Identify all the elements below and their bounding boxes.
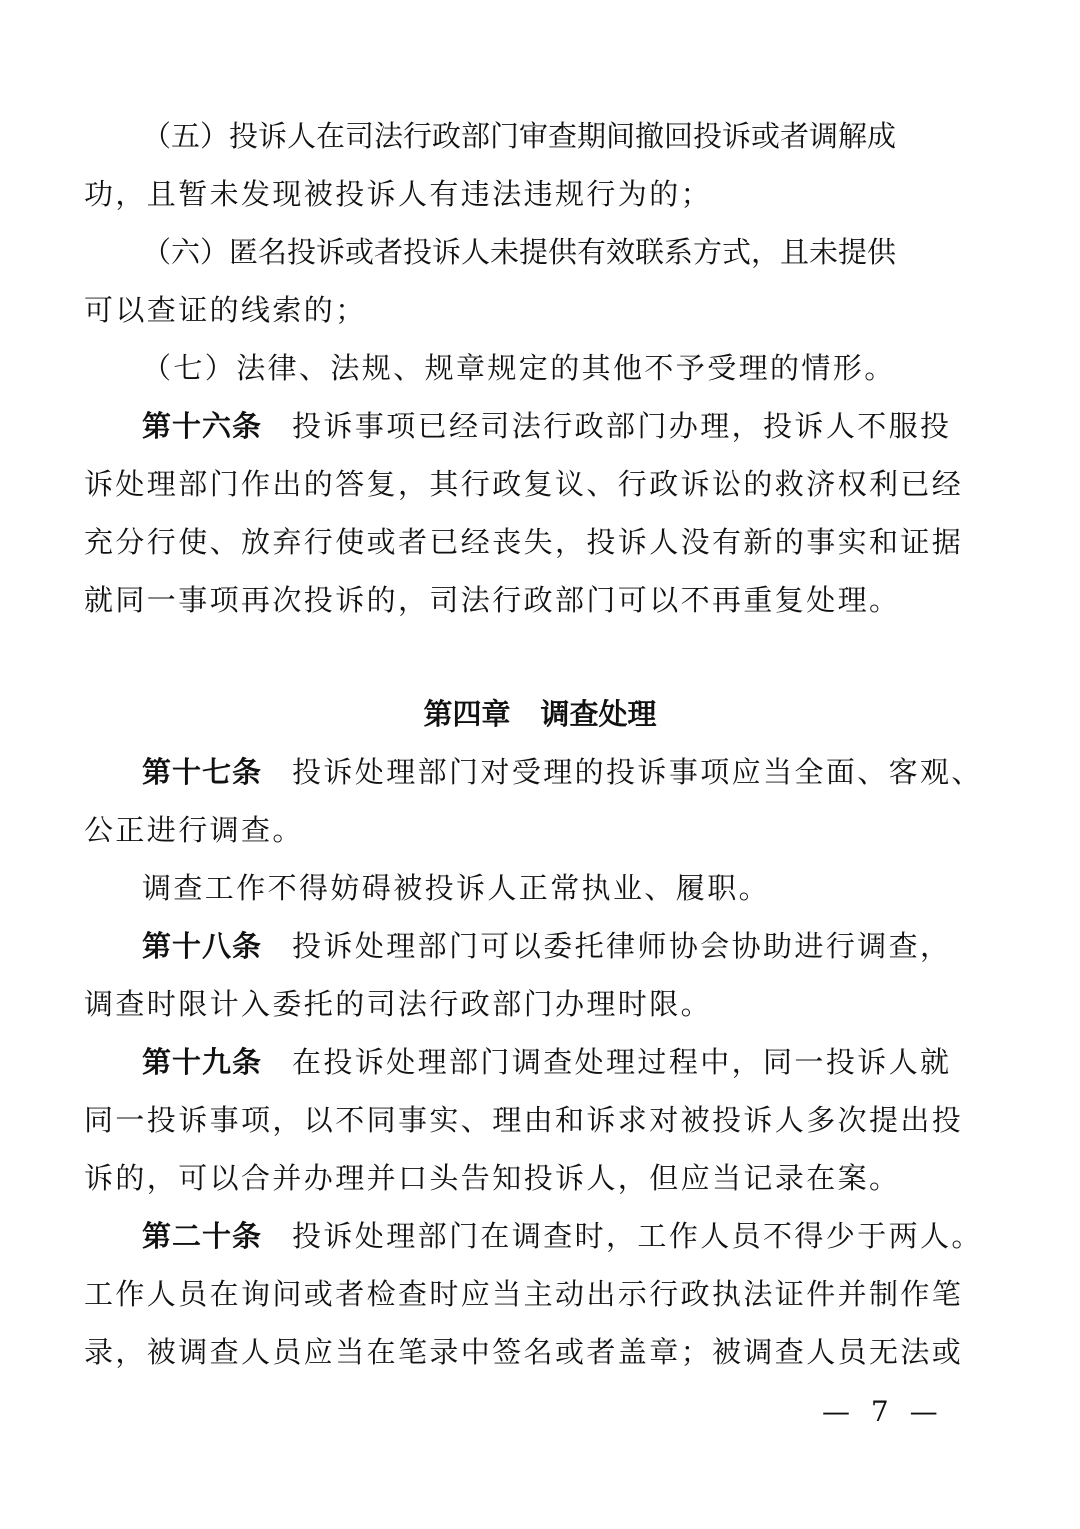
line-text: 投诉处理部门在调查时，工作人员不得少于两人。 [292, 1219, 983, 1253]
paragraph-line [142, 232, 946, 272]
article-title: 第十七条 [142, 755, 263, 789]
paragraph-line [84, 522, 963, 562]
paragraph-line [84, 984, 712, 1024]
paragraph-line [84, 1158, 900, 1198]
line-text: 工作人员在询问或者检查时应当主动出示行政执法证件并制作笔 [84, 1277, 964, 1311]
paragraph-line [84, 174, 712, 214]
paragraph-line [142, 348, 896, 388]
paragraph-line [84, 1332, 963, 1372]
article-18-line [142, 926, 951, 966]
article-title: 第十八条 [142, 929, 263, 963]
line-text: 调查时限计入委托的司法行政部门办理时限。 [84, 987, 713, 1021]
paragraph-line [142, 868, 770, 908]
line-text: （五）投诉人在司法行政部门审查期间撤回投诉或者调解成 [142, 119, 897, 153]
page-number: — 7 — [822, 1395, 944, 1428]
article-16-line [142, 406, 951, 446]
paragraph-line [142, 116, 946, 156]
paragraph-line [84, 464, 963, 504]
paragraph-line [84, 580, 900, 620]
line-text: 调查工作不得妨碍被投诉人正常执业、履职。 [142, 871, 771, 905]
chapter-number: 第四章 [423, 697, 511, 731]
line-text: 就同一事项再次投诉的，司法行政部门可以不再重复处理。 [84, 583, 901, 617]
line-text: 投诉处理部门可以委托律师协会协助进行调查， [292, 929, 952, 963]
article-19-line [142, 1042, 951, 1082]
chapter-heading [0, 694, 1080, 734]
line-text: 在投诉处理部门调查处理过程中，同一投诉人就 [292, 1045, 952, 1079]
line-text: 公正进行调查。 [84, 813, 304, 847]
line-text: 诉的，可以合并办理并口头告知投诉人，但应当记录在案。 [84, 1161, 901, 1195]
line-text: （七）法律、法规、规章规定的其他不予受理的情形。 [142, 351, 896, 385]
line-text: 可以查证的线索的； [84, 293, 367, 327]
chapter-title: 调查处理 [540, 697, 657, 731]
paragraph-line [84, 290, 367, 330]
article-20-line [142, 1216, 983, 1256]
paragraph-line [84, 1274, 963, 1314]
line-text: 诉处理部门作出的答复，其行政复议、行政诉讼的救济权利已经 [84, 467, 964, 501]
line-text: 充分行使、放弃行使或者已经丧失，投诉人没有新的事实和证据 [84, 525, 964, 559]
line-text: （六）匿名投诉或者投诉人未提供有效联系方式，且未提供 [142, 235, 897, 269]
article-title: 第十九条 [142, 1045, 263, 1079]
article-17-line [142, 752, 983, 792]
line-text: 同一投诉事项，以不同事实、理由和诉求对被投诉人多次提出投 [84, 1103, 964, 1137]
paragraph-line [84, 810, 304, 850]
line-text: 投诉处理部门对受理的投诉事项应当全面、客观、 [292, 755, 983, 789]
line-text: 投诉事项已经司法行政部门办理，投诉人不服投 [292, 409, 952, 443]
paragraph-line [84, 1100, 963, 1140]
article-title: 第十六条 [142, 409, 263, 443]
article-title: 第二十条 [142, 1219, 263, 1253]
line-text: 录，被调查人员应当在笔录中签名或者盖章；被调查人员无法或 [84, 1335, 964, 1369]
line-text: 功，且暂未发现被投诉人有违法违规行为的； [84, 177, 713, 211]
